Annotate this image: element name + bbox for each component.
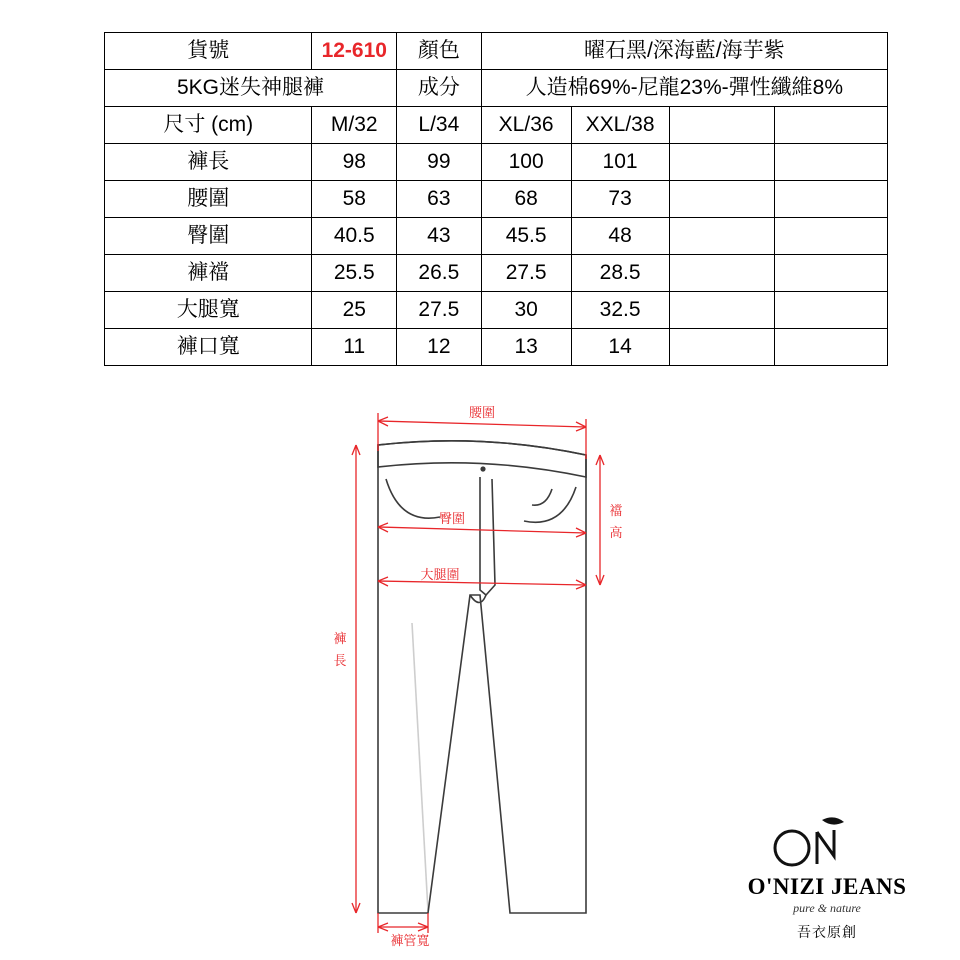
spec-table [104, 32, 888, 366]
cell-product-name: 5KG迷失神腿褲 [105, 70, 397, 107]
spec-table-container [104, 32, 888, 366]
cell-size-label: 尺寸 (cm) [105, 107, 312, 144]
cell-empty [775, 107, 888, 144]
table-row [105, 255, 888, 292]
cell-measure-value: 28.5 [571, 255, 669, 292]
cell-empty [669, 144, 775, 181]
cell-measure-value: 68 [481, 181, 571, 218]
cell-measure-value: 25 [312, 292, 397, 329]
cell-measure-value: 25.5 [312, 255, 397, 292]
label-length-line2: 長 [333, 653, 347, 668]
cell-item-code-label: 貨號 [105, 33, 312, 70]
table-row [105, 218, 888, 255]
cell-empty [775, 255, 888, 292]
brand-name-chinese: 吾衣原創 [797, 924, 857, 940]
cell-measure-label: 臀圍 [105, 218, 312, 255]
cell-empty [775, 181, 888, 218]
cell-measure-value: 73 [571, 181, 669, 218]
table-row [105, 144, 888, 181]
cell-measure-value: 13 [481, 329, 571, 366]
cell-empty [775, 292, 888, 329]
label-hip: 臀圍 [438, 511, 466, 526]
cell-empty [669, 292, 775, 329]
cell-empty [669, 329, 775, 366]
cell-measure-value: 27.5 [481, 255, 571, 292]
cell-measure-value: 101 [571, 144, 669, 181]
cell-measure-value: 30 [481, 292, 571, 329]
cell-empty [775, 329, 888, 366]
cell-size-xl: XL/36 [481, 107, 571, 144]
onizi-monogram-icon [722, 812, 932, 872]
cell-measure-value: 32.5 [571, 292, 669, 329]
cell-measure-label: 大腿寬 [105, 292, 312, 329]
cell-measure-value: 99 [397, 144, 482, 181]
cell-measure-value: 100 [481, 144, 571, 181]
cell-empty [775, 218, 888, 255]
table-row [105, 181, 888, 218]
label-thigh: 大腿圍 [420, 567, 460, 582]
cell-measure-label: 褲口寬 [105, 329, 312, 366]
cell-measure-value: 11 [312, 329, 397, 366]
cell-empty [669, 255, 775, 292]
brand-name: O'NIZI JEANS [747, 874, 907, 899]
table-row [105, 329, 888, 366]
cell-measure-value: 45.5 [481, 218, 571, 255]
label-hem: 褲管寬 [390, 933, 430, 948]
brand-tagline: pure & nature [793, 901, 861, 915]
cell-item-code-value: 12-610 [312, 33, 397, 70]
cell-measure-value: 58 [312, 181, 397, 218]
cell-empty [669, 218, 775, 255]
cell-measure-value: 14 [571, 329, 669, 366]
cell-color-label: 顏色 [397, 33, 482, 70]
cell-measure-label: 褲襠 [105, 255, 312, 292]
label-rise-line2: 高 [609, 525, 623, 540]
cell-measure-label: 褲長 [105, 144, 312, 181]
cell-size-xxl: XXL/38 [571, 107, 669, 144]
label-rise-line1: 襠 [609, 503, 623, 518]
cell-empty [669, 181, 775, 218]
cell-empty [775, 144, 888, 181]
label-length-line1: 褲 [333, 631, 347, 646]
cell-size-m: M/32 [312, 107, 397, 144]
table-row [105, 292, 888, 329]
cell-measure-value: 26.5 [397, 255, 482, 292]
pants-outline-icon [378, 441, 586, 913]
cell-measure-label: 腰圍 [105, 181, 312, 218]
table-row-size-header [105, 107, 888, 144]
cell-measure-value: 27.5 [397, 292, 482, 329]
cell-composition-label: 成分 [397, 70, 482, 107]
brand-logo [722, 812, 932, 942]
cell-measure-value: 40.5 [312, 218, 397, 255]
cell-empty [669, 107, 775, 144]
cell-composition-value: 人造棉69%-尼龍23%-彈性纖維8% [481, 70, 887, 107]
cell-measure-value: 63 [397, 181, 482, 218]
cell-measure-value: 48 [571, 218, 669, 255]
cell-measure-value: 12 [397, 329, 482, 366]
cell-size-l: L/34 [397, 107, 482, 144]
garment-measurement-diagram [300, 395, 680, 955]
table-row-product-name [105, 70, 888, 107]
cell-measure-value: 98 [312, 144, 397, 181]
label-waist: 腰圍 [468, 405, 496, 420]
cell-color-value: 曜石黑/深海藍/海芋紫 [481, 33, 887, 70]
cell-measure-value: 43 [397, 218, 482, 255]
table-row-item-code [105, 33, 888, 70]
